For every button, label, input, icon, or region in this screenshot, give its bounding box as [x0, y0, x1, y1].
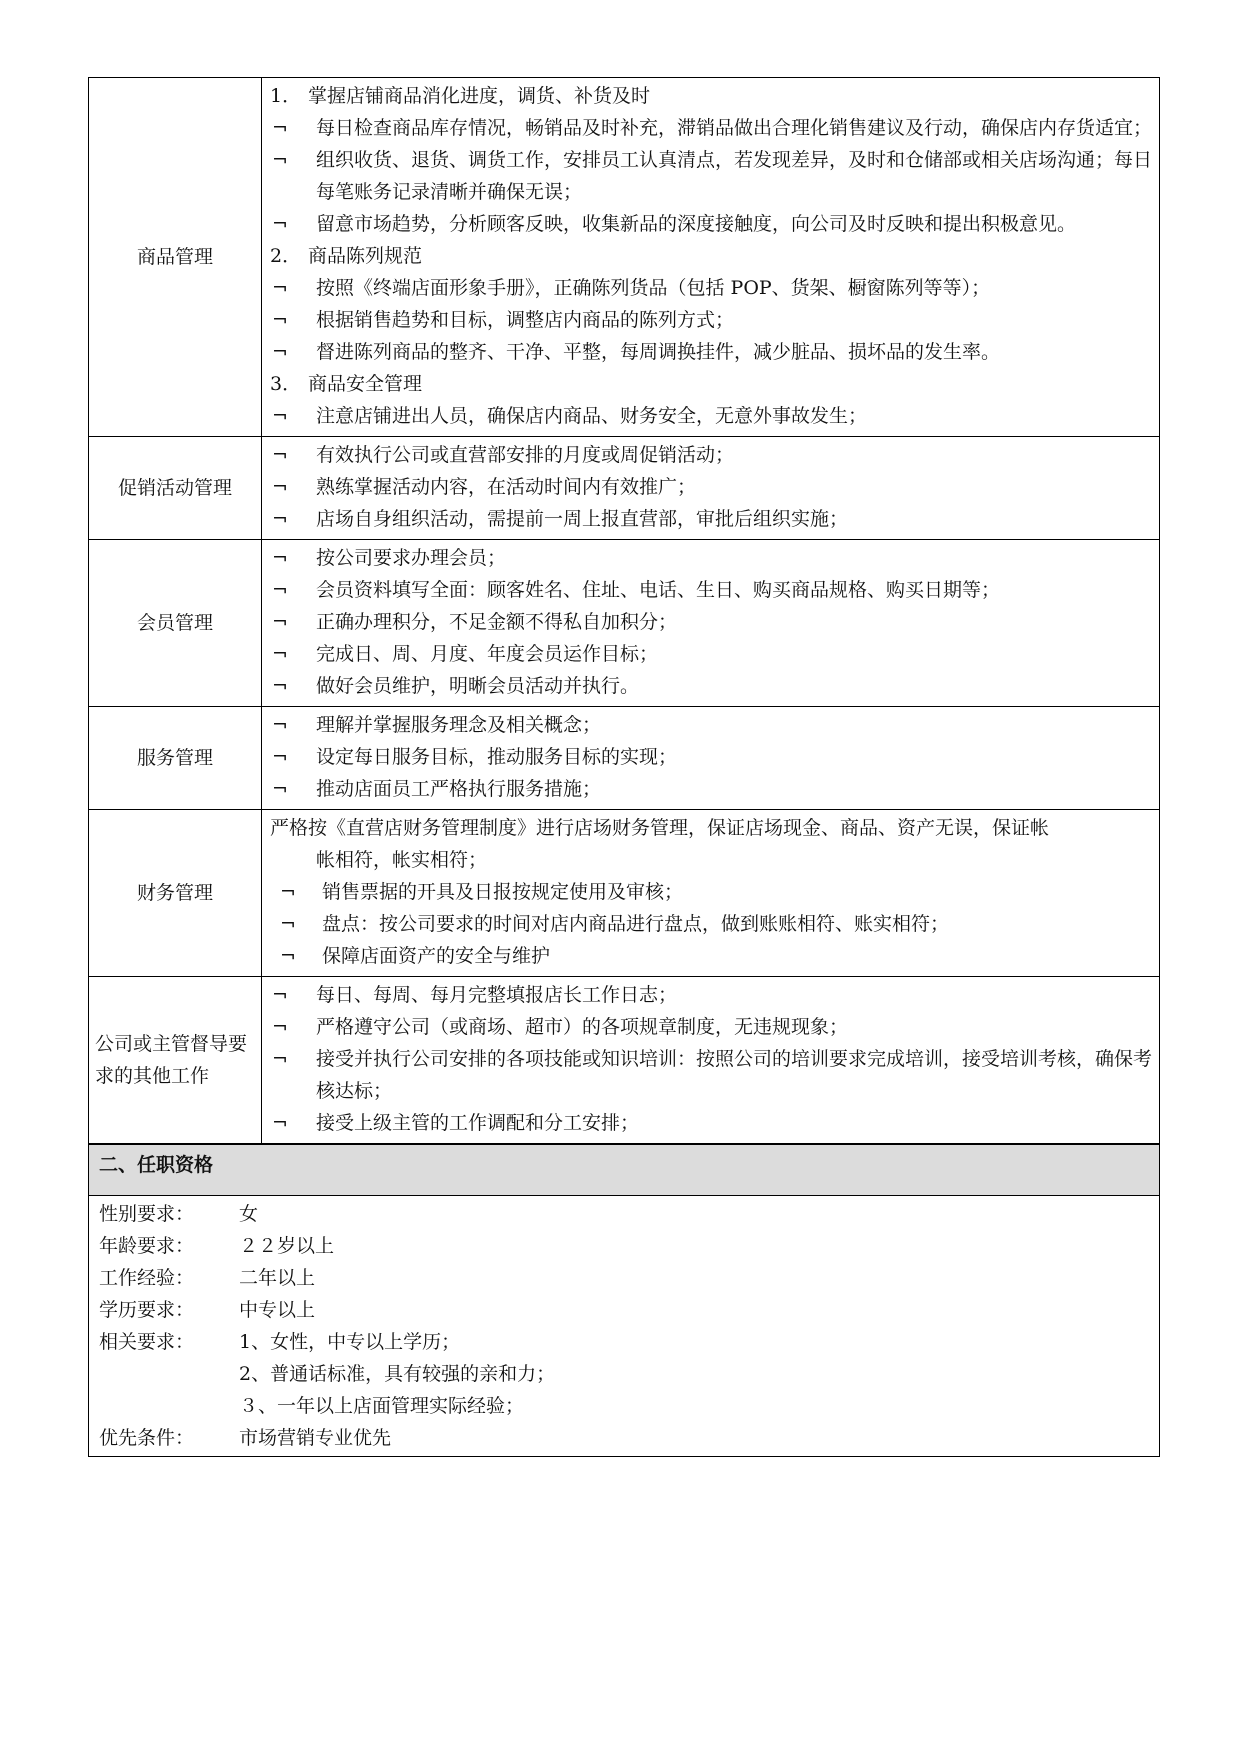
- bullet-item: [270, 336, 1153, 368]
- duty-category: 财务管理: [89, 810, 262, 977]
- bullet-mark: ¬: [272, 341, 288, 363]
- duty-details: [262, 78, 1160, 437]
- qualification-value: 2、普通话标准，具有较强的亲和力；: [239, 1363, 556, 1385]
- qualification-label: 相关要求：: [99, 1331, 195, 1353]
- item-text: 接受并执行公司安排的各项技能或知识培训：按照公司的培训要求完成培训，接受培训考核，确保考核达标；: [316, 1048, 1153, 1102]
- bullet-mark: ¬: [272, 309, 288, 331]
- item-text: 做好会员维护，明晰会员活动并执行。: [316, 675, 640, 697]
- item-text: 完成日、周、月度、年度会员运作目标；: [316, 643, 659, 665]
- bullet-item: [270, 112, 1153, 144]
- bullet-mark: ¬: [272, 547, 288, 569]
- item-text: 销售票据的开具及日报按规定使用及审核；: [322, 881, 684, 903]
- bullet-mark: ¬: [280, 945, 296, 967]
- bullet-mark: ¬: [272, 714, 288, 736]
- bullet-item: [270, 542, 1153, 574]
- duty-row: [89, 810, 1159, 977]
- item-text: 按照《终端店面形象手册》，正确陈列货品（包括 POP、货架、橱窗陈列等等）；: [316, 277, 991, 299]
- item-text: 熟练掌握活动内容，在活动时间内有效推广；: [316, 476, 697, 498]
- qualifications-list: [89, 1196, 1159, 1456]
- bullet-item: [270, 670, 1153, 702]
- qualification-label: 年龄要求：: [99, 1235, 195, 1257]
- duty-category: 促销活动管理: [89, 437, 262, 540]
- bullet-mark: ¬: [272, 476, 288, 498]
- item-text: 会员资料填写全面：顾客姓名、住址、电话、生日、购买商品规格、购买日期等；: [316, 579, 1001, 601]
- bullet-item: [270, 503, 1153, 535]
- bullet-item: [270, 400, 1153, 432]
- duty-details: [262, 437, 1160, 540]
- item-text: 商品安全管理: [308, 373, 423, 395]
- qualification-row: [99, 1262, 1149, 1294]
- bullet-mark: ¬: [272, 1048, 288, 1070]
- duty-category: 商品管理: [89, 78, 262, 437]
- bullet-item: [270, 439, 1153, 471]
- duty-row: [89, 437, 1159, 540]
- bullet-mark: ¬: [272, 508, 288, 530]
- bullet-item: [270, 144, 1153, 208]
- duty-details: [262, 810, 1160, 977]
- bullet-item: [270, 272, 1153, 304]
- item-text: 督进陈列商品的整齐、干净、平整，每周调换挂件，减少脏品、损坏品的发生率。: [316, 341, 1001, 363]
- item-text: 严格遵守公司（或商场、超市）的各项规章制度，无违规现象；: [316, 1016, 849, 1038]
- duty-category: 会员管理: [89, 540, 262, 707]
- duties-table: [89, 78, 1159, 1144]
- qualification-value: 二年以上: [239, 1267, 316, 1289]
- duty-row: [89, 707, 1159, 810]
- item-text: 组织收货、退货、调货工作，安排员工认真清点，若发现差异，及时和仓储部或相关店场沟通；每日每笔账务记录清晰并确保无误；: [316, 149, 1153, 203]
- qualification-label: 学历要求：: [99, 1299, 195, 1321]
- qualification-row: [99, 1198, 1149, 1230]
- qualification-row: [99, 1326, 1149, 1358]
- qualification-value: ３、一年以上店面管理实际经验；: [239, 1395, 525, 1417]
- bullet-mark: ¬: [272, 643, 288, 665]
- item-number: 1．: [270, 85, 302, 107]
- qualification-label: 性别要求：: [99, 1203, 195, 1225]
- item-text: 留意市场趋势，分析顾客反映，收集新品的深度接触度，向公司及时反映和提出积极意见。: [316, 213, 1077, 235]
- bullet-item: [270, 979, 1153, 1011]
- item-text: 每日、每周、每月完整填报店长工作日志；: [316, 984, 678, 1006]
- bullet-item: [270, 709, 1153, 741]
- bullet-mark: ¬: [272, 117, 288, 139]
- numbered-heading: [270, 240, 1153, 272]
- duty-category: 公司或主管督导要求的其他工作: [89, 977, 262, 1144]
- item-text: 店场自身组织活动，需提前一周上报直营部，审批后组织实施；: [316, 508, 849, 530]
- qualification-row: [99, 1422, 1149, 1454]
- bullet-mark: ¬: [272, 579, 288, 601]
- duty-row: [89, 977, 1159, 1144]
- duty-row: [89, 540, 1159, 707]
- bullet-mark: ¬: [272, 611, 288, 633]
- qualification-value: 女: [239, 1203, 259, 1225]
- qualification-value: 1、女性，中专以上学历；: [239, 1331, 461, 1353]
- bullet-item: [270, 741, 1153, 773]
- bullet-mark: ¬: [272, 778, 288, 800]
- bullet-item: [270, 208, 1153, 240]
- bullet-item: [270, 574, 1153, 606]
- bullet-mark: ¬: [272, 1016, 288, 1038]
- item-text: 保障店面资产的安全与维护: [322, 945, 551, 967]
- section-heading-qualifications: 二、任职资格: [89, 1144, 1159, 1196]
- item-text: 每日检查商品库存情况，畅销品及时补充，滞销品做出合理化销售建议及行动，确保店内存货适宜；: [316, 117, 1153, 139]
- bullet-item: [270, 1107, 1153, 1139]
- bullet-item: [270, 773, 1153, 805]
- bullet-item: [270, 1043, 1153, 1107]
- bullet-mark: ¬: [272, 149, 288, 171]
- numbered-heading: [270, 368, 1153, 400]
- item-text: 商品陈列规范: [308, 245, 423, 267]
- qualification-row: [99, 1294, 1149, 1326]
- item-text-continuation: 帐相符，帐实相符；: [316, 849, 488, 871]
- job-description-document: [88, 77, 1160, 1457]
- bullet-item: [270, 471, 1153, 503]
- duty-details: [262, 977, 1160, 1144]
- bullet-mark: ¬: [272, 444, 288, 466]
- item-number: 2．: [270, 245, 302, 267]
- qualification-row: [99, 1390, 1149, 1422]
- qualification-label: 优先条件：: [99, 1427, 195, 1449]
- bullet-mark: ¬: [272, 746, 288, 768]
- item-text: 接受上级主管的工作调配和分工安排；: [316, 1112, 640, 1134]
- bullet-item: [270, 876, 1153, 908]
- qualification-label: 工作经验：: [99, 1267, 195, 1289]
- bullet-item: [270, 606, 1153, 638]
- numbered-heading: [270, 80, 1153, 112]
- item-text: 根据销售趋势和目标，调整店内商品的陈列方式；: [316, 309, 735, 331]
- bullet-mark: ¬: [272, 405, 288, 427]
- qualification-row: [99, 1230, 1149, 1262]
- item-number: 3．: [270, 373, 302, 395]
- item-text: 设定每日服务目标，推动服务目标的实现；: [316, 746, 678, 768]
- bullet-item: [270, 940, 1153, 972]
- bullet-mark: ¬: [280, 913, 296, 935]
- duty-row: [89, 78, 1159, 437]
- qualification-value: 市场营销专业优先: [239, 1427, 392, 1449]
- bullet-item: [270, 908, 1153, 940]
- qualification-row: [99, 1358, 1149, 1390]
- item-text: 理解并掌握服务理念及相关概念；: [316, 714, 602, 736]
- item-text: 按公司要求办理会员；: [316, 547, 507, 569]
- duty-details: [262, 707, 1160, 810]
- bullet-item: [270, 304, 1153, 336]
- item-text: 正确办理积分，不足金额不得私自加积分；: [316, 611, 678, 633]
- item-text: 严格按《直营店财务管理制度》进行店场财务管理，保证店场现金、商品、资产无误，保证帐: [270, 817, 1050, 839]
- bullet-item: [270, 638, 1153, 670]
- paragraph-item: [270, 812, 1153, 876]
- bullet-mark: ¬: [272, 277, 288, 299]
- item-text: 有效执行公司或直营部安排的月度或周促销活动；: [316, 444, 735, 466]
- duty-category: 服务管理: [89, 707, 262, 810]
- bullet-mark: ¬: [272, 1112, 288, 1134]
- bullet-mark: ¬: [272, 984, 288, 1006]
- item-text: 注意店铺进出人员，确保店内商品、财务安全，无意外事故发生；: [316, 405, 868, 427]
- item-text: 推动店面员工严格执行服务措施；: [316, 778, 602, 800]
- qualification-value: 中专以上: [239, 1299, 316, 1321]
- bullet-mark: ¬: [280, 881, 296, 903]
- bullet-mark: ¬: [272, 213, 288, 235]
- bullet-item: [270, 1011, 1153, 1043]
- bullet-mark: ¬: [272, 675, 288, 697]
- qualification-value: ２２岁以上: [239, 1235, 335, 1257]
- item-text: 盘点：按公司要求的时间对店内商品进行盘点，做到账账相符、账实相符；: [322, 913, 950, 935]
- duty-details: [262, 540, 1160, 707]
- item-text: 掌握店铺商品消化进度，调货、补货及时: [308, 85, 651, 107]
